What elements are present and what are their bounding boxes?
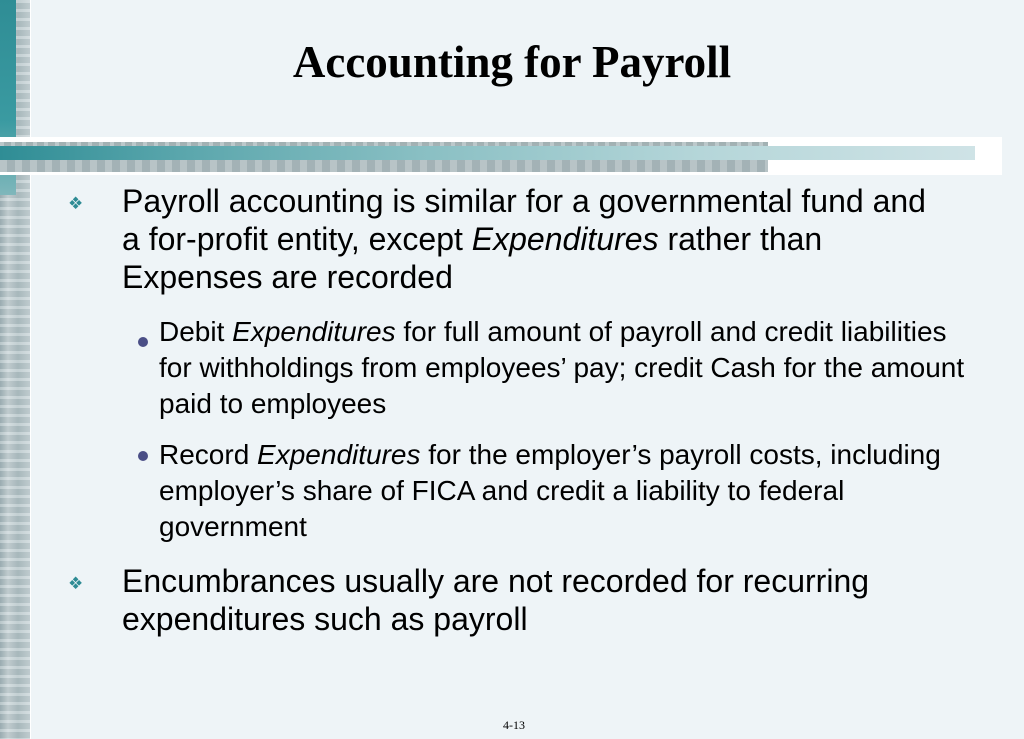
page-number: 4-13 [503, 718, 525, 732]
diamond-cluster-icon: ❖ [68, 574, 84, 593]
round-bullet-icon [138, 451, 148, 461]
bullet-2-text: Encumbrances usually are not recorded for recurring expenditures such as payroll [122, 563, 870, 637]
bullet-1-text: Payroll accounting is similar for a governmental fund and a for-profit entity, except Expenditures rather than Expenses are recorded [122, 183, 926, 295]
sub-bullet-1-text: Debit Expenditures for full amount of payroll and credit liabilities for withholdings from employees’ pay; credit Cash for the amount paid to employees [159, 316, 965, 419]
slide-title: Accounting for Payroll [292, 37, 732, 87]
header-band-teal [0, 146, 975, 160]
header-band-stripes [0, 160, 768, 172]
sub-bullet-2-text: Record Expenditures for the employer’s payroll costs, including employer’s share of FICA and credit a liability to federal government [159, 439, 941, 542]
round-bullet-icon [138, 337, 148, 347]
diamond-cluster-icon: ❖ [68, 194, 84, 213]
